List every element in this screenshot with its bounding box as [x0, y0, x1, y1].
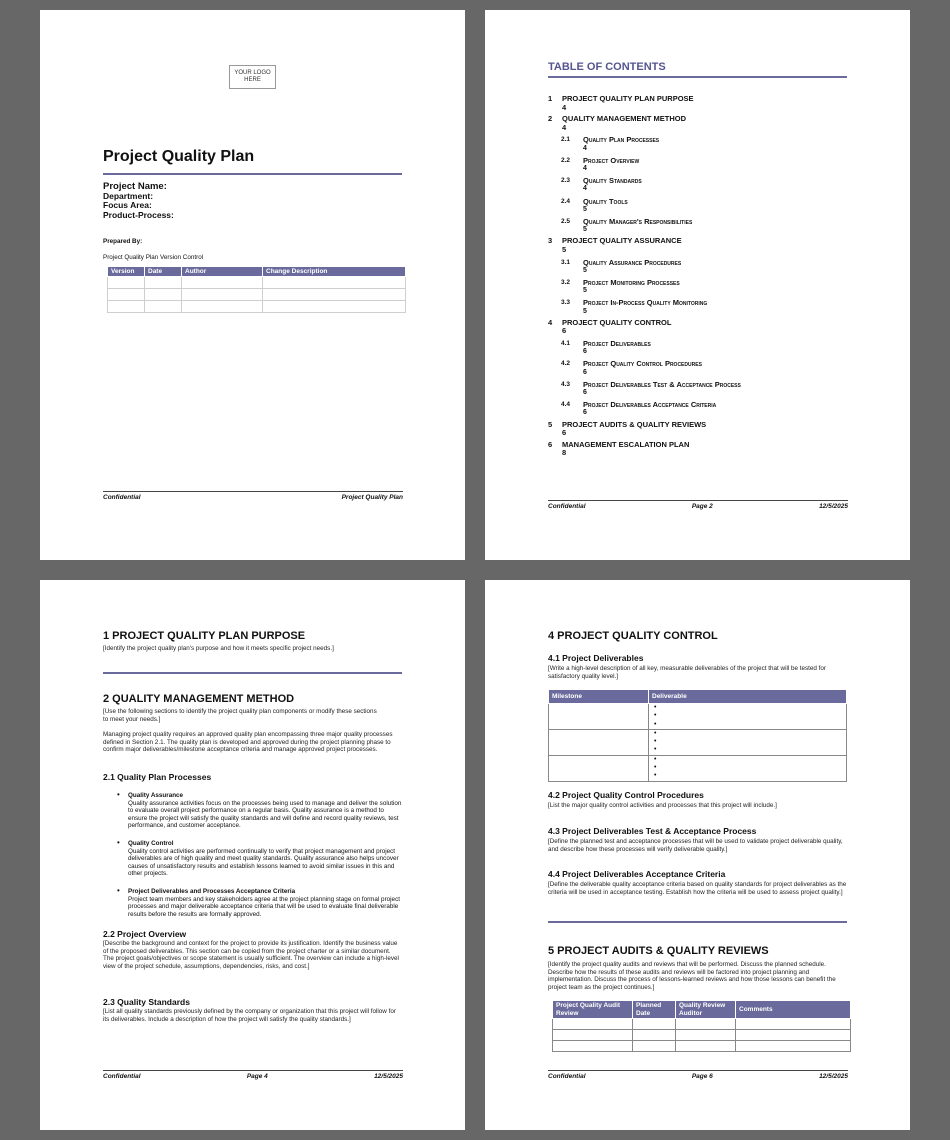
- bullet-icon: •: [117, 886, 120, 895]
- section-2-3-text: [List all quality standards previously defined by the company or organization that this project will follow for its deliverables. Include a description of how the project will satisfy the quality standards.]: [103, 1008, 396, 1023]
- section-5-text: [Identify the project quality audits and reviews that will be performed. Discuss the planned schedule. Describe how the results of these audits and reviews will be factored into project planning and implementation. Discuss the process of lessons-learned reviews and how those lessons can benefit the project team as the project continues.]: [548, 961, 836, 991]
- footer-doc-name: Project Quality Plan: [341, 494, 403, 501]
- table-header-row: [549, 690, 847, 704]
- toc-subentry-number: 2.4: [561, 197, 571, 205]
- toc-entry[interactable]: [548, 237, 848, 254]
- toc-subentry-page: 4: [583, 164, 587, 172]
- section-4-4-text: [Define the deliverable quality acceptance criteria based on quality standards for project deliverables as the criteria will be used in acceptance testing. Establish how the criteria will be used to assess project quality.]: [548, 881, 847, 896]
- toc-subentry-page: 5: [583, 226, 587, 234]
- toc-subentry[interactable]: [548, 401, 848, 417]
- toc-subentry-label: Project Quality Control Procedures: [583, 359, 702, 369]
- toc-subentry-number: 2.3: [561, 177, 571, 185]
- toc-subentry-page: 5: [583, 287, 587, 295]
- column-header-date: Date: [145, 267, 182, 277]
- toc-entry-number: 4: [548, 317, 553, 327]
- audit-table: [552, 1000, 851, 1052]
- toc-entry-number: 3: [548, 236, 553, 246]
- column-header-author: Author: [182, 267, 263, 277]
- toc-subentry-page: 5: [583, 307, 587, 315]
- toc-entry-page: 5: [562, 245, 567, 254]
- toc-subentry-page: 4: [583, 185, 587, 193]
- page-footer: [548, 1070, 848, 1080]
- toc-entry-label: PROJECT QUALITY CONTROL: [562, 317, 672, 327]
- toc-subentry-number: 4.1: [561, 340, 571, 347]
- toc-entry-label: PROJECT QUALITY ASSURANCE: [562, 236, 682, 246]
- toc-subentry-page: 6: [583, 348, 587, 356]
- field-project-name: Project Name:: [103, 181, 167, 192]
- toc-entry-label: QUALITY MANAGEMENT METHOD: [562, 114, 687, 124]
- toc-entry-number: 1: [548, 94, 553, 103]
- toc-subentry-label: Project Overview: [583, 155, 640, 165]
- toc-subentry-number: 2.5: [561, 218, 571, 225]
- toc-subentry-number: 2.1: [561, 136, 571, 144]
- toc-subentry-number: 4.4: [561, 401, 571, 409]
- toc-subentry[interactable]: [548, 259, 848, 275]
- bullet-quality-control: • Quality Control Quality control activities are performed continually to verify that project management and project deliverables are of high quality and meet quality standards. Quality assurance also helps uncover causes of unsatisfactory results and establish lessons learned to avoid similar issues in this and other projects.: [117, 838, 399, 878]
- footer-confidential: Confidential: [103, 1073, 141, 1080]
- footer-page-number: Page 4: [246, 1073, 268, 1080]
- column-header-auditor: Quality Review Auditor: [676, 1001, 736, 1019]
- toc-subentry-number: 4.3: [561, 380, 571, 388]
- section-4-3-text: [Define the planned test and acceptance processes that will be used to validate project deliverable quality, and describe how these processes will verify deliverable quality.]: [548, 838, 843, 853]
- field-focus-area: Focus Area:: [103, 200, 152, 211]
- toc-entry[interactable]: [548, 95, 848, 112]
- title-rule: [103, 173, 402, 175]
- toc-subentry[interactable]: [548, 218, 848, 234]
- section-2-2-heading: 2.2 Project Overview: [103, 929, 187, 939]
- toc-subentry-label: Project Deliverables Test & Acceptance Process: [583, 379, 741, 389]
- page-4: [40, 580, 465, 1130]
- toc-entry[interactable]: [548, 319, 848, 336]
- toc-subentry[interactable]: [548, 279, 848, 295]
- toc-subentry-number: 3.3: [561, 299, 571, 307]
- toc-entry-page: 4: [562, 102, 567, 112]
- toc-subentry[interactable]: [548, 360, 848, 376]
- toc-subentry-label: Project Deliverables Acceptance Criteria: [583, 400, 717, 410]
- table-row[interactable]: [549, 755, 847, 781]
- section-4-3-heading: 4.3 Project Deliverables Test & Acceptance Process: [548, 826, 757, 836]
- toc-entry-page: 8: [562, 448, 567, 458]
- toc-entry-number: 5: [548, 419, 553, 429]
- toc-entry-page: 6: [562, 326, 567, 336]
- logo-placeholder: YOUR LOGO HERE: [229, 65, 276, 89]
- footer-confidential: Confidential: [548, 503, 586, 510]
- toc-entry-label: PROJECT QUALITY PLAN PURPOSE: [562, 94, 694, 103]
- toc-rule: [548, 76, 847, 78]
- column-header-audit-review: Project Quality Audit Review: [553, 1001, 633, 1019]
- section-divider: [103, 672, 402, 674]
- toc-subentry-number: 2.2: [561, 156, 571, 164]
- section-2-2-text: [Describe the background and context for the project to provide its justification. Identify the business value of the proposed deliverables. This section can be copied from the project charter or a similar document. The project goals/objectives or scope statement is usually sufficient. The overview can include a high-level view of the project schedule, assumptions, dependencies, risks, and cost.]: [103, 940, 399, 970]
- section-4-1-heading: 4.1 Project Deliverables: [548, 653, 644, 663]
- page-table-of-contents: [485, 10, 910, 560]
- table-row[interactable]: [553, 1019, 851, 1030]
- column-header-deliverable: Deliverable: [649, 690, 847, 704]
- toc-subentry-label: Quality Tools: [583, 196, 628, 206]
- column-header-milestone: Milestone: [549, 690, 649, 704]
- column-header-planned-date: Planned Date: [633, 1001, 676, 1019]
- toc-subentry-label: Quality Plan Processes: [583, 135, 660, 145]
- footer-date: 12/5/2025: [819, 1073, 848, 1080]
- toc-subentry[interactable]: [548, 198, 848, 214]
- toc-subentry-label: Project Deliverables: [583, 339, 651, 348]
- section-2-heading: 2 QUALITY MANAGEMENT METHOD: [103, 693, 295, 705]
- toc-subentry[interactable]: [548, 381, 848, 397]
- section-1-heading: 1 PROJECT QUALITY PLAN PURPOSE: [103, 630, 306, 642]
- column-header-comments: Comments: [736, 1001, 851, 1019]
- section-2-1-heading: 2.1 Quality Plan Processes: [103, 772, 212, 782]
- page-footer: [103, 1070, 403, 1080]
- bullet-list: • • •: [654, 704, 657, 728]
- section-2-3-heading: 2.3 Quality Standards: [103, 997, 190, 1007]
- table-row[interactable]: [549, 704, 847, 730]
- section-4-4-heading: 4.4 Project Deliverables Acceptance Criteria: [548, 869, 726, 879]
- bullet-icon: •: [117, 790, 120, 799]
- toc-entry-number: 2: [548, 114, 553, 124]
- page-cover: [40, 10, 465, 560]
- bullet-list: • • •: [654, 729, 657, 754]
- project-fields: [103, 182, 174, 220]
- toc-entry[interactable]: [548, 441, 848, 458]
- column-header-change-description: Change Description: [263, 267, 406, 277]
- section-5-heading: 5 PROJECT AUDITS & QUALITY REVIEWS: [548, 945, 769, 957]
- section-2-intro: [Use the following sections to identify the project quality plan components or modify these sections to meet your needs.]: [103, 708, 377, 723]
- toc-subentry-label: Quality Manager's Responsibilities: [583, 217, 693, 226]
- footer-date: 12/5/2025: [819, 503, 848, 510]
- version-control-caption: Project Quality Plan Version Control: [103, 254, 204, 261]
- footer-page-number: Page 6: [691, 1073, 713, 1080]
- toc-entry[interactable]: [548, 115, 848, 132]
- toc-subentry-number: 3.2: [561, 279, 571, 286]
- toc-subentry-page: 6: [583, 409, 587, 417]
- footer-date: 12/5/2025: [374, 1073, 403, 1080]
- page-footer: [548, 500, 848, 510]
- toc-subentry-label: Quality Standards: [583, 176, 642, 186]
- toc-subentry-label: Quality Assurance Procedures: [583, 257, 682, 267]
- toc-entry-label: PROJECT AUDITS & QUALITY REVIEWS: [562, 419, 707, 429]
- bullet-quality-assurance: • Quality Assurance Quality assurance activities focus on the processes being used to manage and deliver the solution to evaluate overall project performance on a regular basis. Quality assurance is a method to ensure the project will satisfy the quality standards and will define and record quality reviews, test performance, and customer acceptance.: [117, 790, 402, 830]
- page-6: [485, 580, 910, 1130]
- bullet-icon: •: [117, 838, 120, 847]
- table-row[interactable]: [553, 1041, 851, 1052]
- toc-entry-number: 6: [548, 439, 553, 449]
- section-4-2-heading: 4.2 Project Quality Control Procedures: [548, 790, 704, 800]
- section-1-text: [Identify the project quality plan's purpose and how it meets specific project needs.]: [103, 645, 334, 652]
- section-divider: [548, 921, 847, 923]
- section-4-1-text: [Write a high-level description of all key, measurable deliverables of the project that will be tested for satisfactory quality level.]: [548, 665, 827, 680]
- toc-subentry-number: 4.2: [561, 360, 571, 368]
- prepared-by-label: Prepared By:: [103, 238, 143, 245]
- section-2-body: Managing project quality requires an approved quality plan encompassing three major quality processes defined in Section 2.1. The quality plan is developed and approved during the project planning phase to confirm major deliverables/milestone acceptance criteria and manage approved project processes.: [103, 731, 393, 754]
- toc-subentry[interactable]: [548, 340, 848, 356]
- toc-subentry-page: 6: [583, 368, 587, 376]
- toc-subentry-label: Project In-Process Quality Monitoring: [583, 298, 708, 308]
- toc-entry-label: MANAGEMENT ESCALATION PLAN: [562, 439, 690, 449]
- column-header-version: Version: [108, 267, 145, 277]
- footer-confidential: Confidential: [103, 494, 141, 501]
- toc-list: [548, 95, 848, 458]
- toc-subentry-page: 4: [583, 144, 587, 152]
- toc-subentry-number: 3.1: [561, 258, 571, 266]
- toc-entry-page: 4: [562, 122, 567, 132]
- table-row[interactable]: [108, 301, 406, 313]
- table-header-row: [108, 267, 406, 277]
- field-product-process: Product-Process:: [103, 209, 174, 220]
- toc-subentry-page: 5: [583, 205, 587, 213]
- toc-entry-page: 6: [562, 428, 567, 438]
- toc-subentry[interactable]: [548, 157, 848, 173]
- bullet-list: • • •: [654, 755, 657, 780]
- toc-title: TABLE OF CONTENTS: [548, 61, 666, 73]
- table-row[interactable]: [549, 729, 847, 755]
- section-4-2-text: [List the major quality control activities and processes that this project will include.]: [548, 802, 777, 809]
- toc-subentry-label: Project Monitoring Processes: [583, 278, 680, 287]
- table-row[interactable]: [108, 277, 406, 289]
- version-control-table: [107, 266, 406, 313]
- deliverables-table: [548, 689, 847, 782]
- toc-subentry-page: 6: [583, 389, 587, 397]
- footer-confidential: Confidential: [548, 1073, 586, 1080]
- bullet-acceptance-criteria: • Project Deliverables and Processes Acceptance Criteria Project team members and key stakeholders agree at the project planning stage on formal project processes and major deliverable acceptance criteria that will be used to evaluate final deliverable results before the results are formally approved.: [117, 886, 400, 918]
- table-row[interactable]: [553, 1030, 851, 1041]
- toc-entry[interactable]: [548, 421, 848, 438]
- toc-subentry[interactable]: [548, 299, 848, 315]
- table-header-row: [553, 1001, 851, 1019]
- toc-subentry[interactable]: [548, 177, 848, 193]
- toc-subentry[interactable]: [548, 136, 848, 152]
- field-department: Department:: [103, 190, 154, 201]
- page-footer: [103, 491, 403, 501]
- table-row[interactable]: [108, 289, 406, 301]
- footer-page-number: Page 2: [691, 503, 713, 510]
- document-title: Project Quality Plan: [103, 148, 255, 165]
- toc-subentry-page: 5: [583, 266, 587, 274]
- section-4-heading: 4 PROJECT QUALITY CONTROL: [548, 630, 718, 642]
